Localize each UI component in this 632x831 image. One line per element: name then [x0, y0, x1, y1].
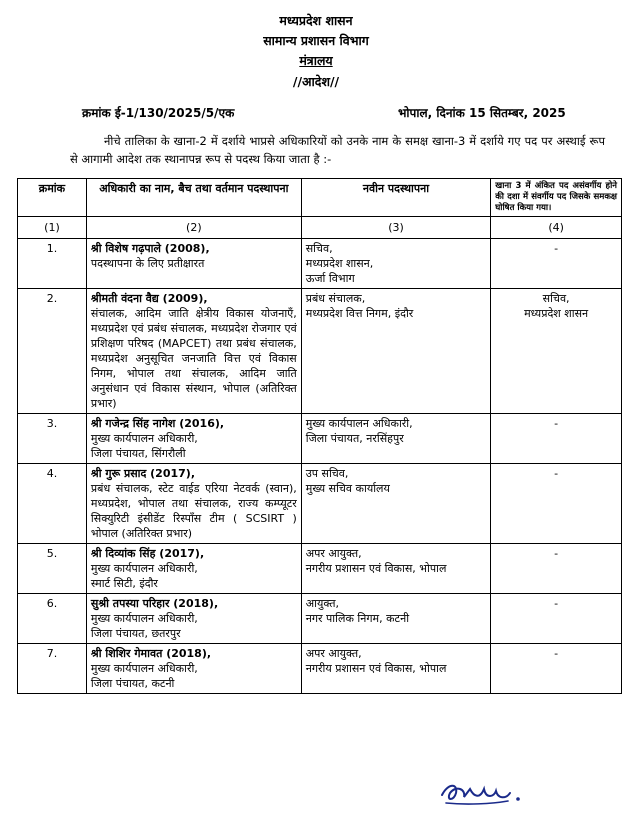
row-sno: 6.: [18, 594, 87, 644]
row-equivalent: सचिव, मध्यप्रदेश शासन: [491, 289, 622, 414]
row-new-posting-cell: [301, 594, 491, 644]
column-number: (3): [301, 217, 491, 239]
department-name: सामान्य प्रशासन विभाग: [263, 33, 369, 48]
row-new-posting-cell: [301, 239, 491, 289]
new-posting-line: जिला पंचायत, नरसिंहपुर: [305, 432, 404, 445]
row-equivalent: -: [491, 544, 622, 594]
column-number: (2): [86, 217, 301, 239]
posting-table: [17, 178, 622, 694]
current-posting: मुख्य कार्यपालन अधिकारी, जिला पंचायत, कटनी: [90, 662, 198, 690]
table-row: [18, 414, 622, 464]
new-posting-line: आयुक्त,: [305, 597, 340, 610]
header-equivalent: खाना 3 में अंकित पद असंवर्गीय होने की दशा में संवर्गीय पद जिसके समकक्ष घोषित किया गया।: [491, 179, 622, 217]
new-posting-line: प्रबंध संचालक,: [305, 292, 366, 305]
row-sno: 4.: [18, 464, 87, 544]
row-officer-cell: [86, 544, 301, 594]
row-sno: 5.: [18, 544, 87, 594]
row-officer-cell: [86, 289, 301, 414]
column-number: (4): [491, 217, 622, 239]
place-date: भोपाल, दिनांक 15 सितम्बर, 2025: [398, 106, 566, 120]
header-new-posting: नवीन पदस्थापना: [301, 179, 491, 217]
new-posting-line: नगरीय प्रशासन एवं विकास, भोपाल: [305, 562, 447, 575]
signature: [436, 775, 526, 809]
row-equivalent: -: [491, 644, 622, 694]
row-officer-cell: [86, 594, 301, 644]
government-name: मध्यप्रदेश शासन: [279, 13, 353, 28]
row-officer-cell: [86, 644, 301, 694]
new-posting-line: अपर आयुक्त,: [305, 647, 362, 660]
current-posting: मुख्य कार्यपालन अधिकारी, स्मार्ट सिटी, इंदौर: [90, 562, 198, 590]
row-sno: 2.: [18, 289, 87, 414]
officer-name: श्री गजेन्द्र सिंह नागेश (2016),: [90, 417, 225, 430]
row-equivalent: -: [491, 239, 622, 289]
ministry-label: मंत्रालय: [299, 53, 333, 68]
row-equivalent: -: [491, 594, 622, 644]
current-posting: प्रबंध संचालक, स्टेट वाईड एरिया नेटवर्क (स्वान), मध्यप्रदेश, भोपाल तथा संचालक, राज्य कम्प्यूटर सिक्युरिटी इंसीडेंट रिस्पॉंस टीम ( SCSIRT ) भोपाल (अतिरिक्त प्रभार): [90, 482, 297, 540]
officer-name: श्री शिशिर गेमावत (2018),: [90, 647, 212, 660]
order-title: //आदेश//: [292, 74, 340, 89]
new-posting-line: नगरीय प्रशासन एवं विकास, भोपाल: [305, 662, 447, 675]
new-posting-line: सचिव,: [305, 242, 333, 255]
row-sno: 3.: [18, 414, 87, 464]
intro-text: नीचे तालिका के खाना-2 में दर्शाये भाप्रसे अधिकारियों को उनके नाम के समक्ष खाना-3 में दर्शाये गए पद पर अस्थाई रूप से आगामी आदेश तक स्थानापन्न रूप से पदस्थ किया जाता है :-: [70, 134, 605, 166]
current-posting: संचालक, आदिम जाति क्षेत्रीय विकास योजनाएँ, मध्यप्रदेश एवं प्रबंध संचालक, मध्यप्रदेश रोजगार एवं प्रशिक्षण परिषद (MAPCET) तथा प्रबंध संचालक, मध्यप्रदेश अनुसूचित जनजाति वित्त एवं विकास निगम, भोपाल तथा संचालक, आदिम जाति अनुसंधान एवं विकास संस्थान, भोपाल (अतिरिक्त प्रभार): [90, 307, 297, 410]
officer-name: श्री गुरू प्रसाद (2017),: [90, 467, 196, 480]
row-new-posting-cell: [301, 289, 491, 414]
new-posting-line: मध्यप्रदेश वित्त निगम, इंदौर: [305, 307, 414, 320]
current-posting: मुख्य कार्यपालन अधिकारी, जिला पंचायत, छतरपुर: [90, 612, 198, 640]
table-row: [18, 464, 622, 544]
new-posting-line: मुख्य सचिव कार्यालय: [305, 482, 390, 495]
header-sno: क्रमांक: [18, 179, 87, 217]
officer-name: श्री दिव्यांक सिंह (2017),: [90, 547, 205, 560]
current-posting: पदस्थापना के लिए प्रतीक्षारत: [90, 257, 205, 270]
table-row: [18, 594, 622, 644]
column-number: (1): [18, 217, 87, 239]
new-posting-line: नगर पालिक निगम, कटनी: [305, 612, 410, 625]
table-row: [18, 289, 622, 414]
row-equivalent: -: [491, 414, 622, 464]
row-officer-cell: [86, 414, 301, 464]
officer-name: श्रीमती वंदना वैद्य (2009),: [90, 292, 208, 305]
row-officer-cell: [86, 464, 301, 544]
row-equivalent: -: [491, 464, 622, 544]
row-new-posting-cell: [301, 544, 491, 594]
row-officer-cell: [86, 239, 301, 289]
new-posting-line: मध्यप्रदेश शासन,: [305, 257, 374, 270]
row-new-posting-cell: [301, 464, 491, 544]
column-number-row: [18, 217, 622, 239]
table-row: [18, 644, 622, 694]
intro-paragraph: [70, 132, 605, 168]
header-officer: अधिकारी का नाम, बैच तथा वर्तमान पदस्थापना: [86, 179, 301, 217]
officer-name: श्री विशेष गढ़पाले (2008),: [90, 242, 210, 255]
row-sno: 7.: [18, 644, 87, 694]
officer-name: सुश्री तपस्या परिहार (2018),: [90, 597, 219, 610]
row-new-posting-cell: [301, 414, 491, 464]
new-posting-line: ऊर्जा विभाग: [305, 272, 355, 285]
new-posting-line: मुख्य कार्यपालन अधिकारी,: [305, 417, 413, 430]
row-new-posting-cell: [301, 644, 491, 694]
table-row: [18, 544, 622, 594]
new-posting-line: उप सचिव,: [305, 467, 349, 480]
table-row: [18, 239, 622, 289]
table-header-row: [18, 179, 622, 217]
order-number: क्रमांक ई-1/130/2025/5/एक: [82, 106, 235, 120]
current-posting: मुख्य कार्यपालन अधिकारी, जिला पंचायत, सिंगरौली: [90, 432, 198, 460]
row-sno: 1.: [18, 239, 87, 289]
new-posting-line: अपर आयुक्त,: [305, 547, 362, 560]
